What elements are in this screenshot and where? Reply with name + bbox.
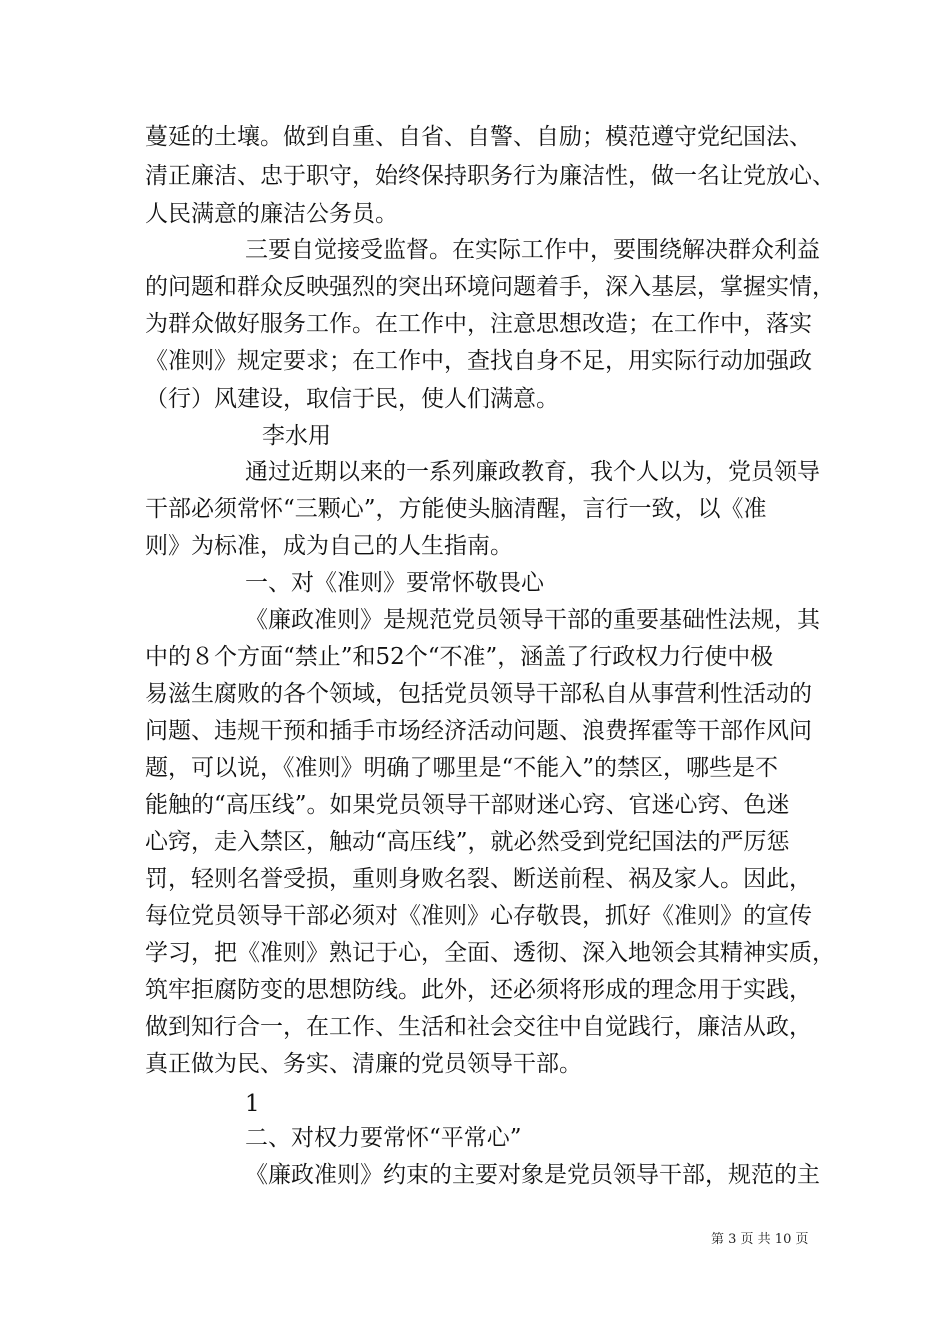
text-line: 《廉政准则》是规范党员领导干部的重要基础性法规，其: [245, 607, 820, 633]
text-line: 心窍，走入禁区，触动“高压线”，就必然受到党纪国法的严厉惩: [145, 829, 790, 855]
text-line: 罚，轻则名誉受损，重则身败名裂、断送前程、祸及家人。因此，: [145, 866, 812, 892]
text-line: 筑牢拒腐防变的思想防线。此外，还必须将形成的理念用于实践，: [145, 977, 812, 1003]
text-line: 真正做为民、务实、清廉的党员领导干部。: [145, 1051, 582, 1077]
text-line: 三要自觉接受监督。在实际工作中，要围绕解决群众利益: [245, 237, 820, 263]
text-line: 易滋生腐败的各个领域，包括党员领导干部私自从事营利性活动的: [145, 681, 812, 707]
text-line: 通过近期以来的一系列廉政教育，我个人以为，党员领导: [245, 459, 820, 485]
text-line: 做到知行合一，在工作、生活和社会交往中自觉践行，廉洁从政，: [145, 1014, 812, 1040]
text-line: 《准则》规定要求；在工作中，查找自身不足，用实际行动加强政: [145, 348, 812, 374]
text-line: 蔓延的土壤。做到自重、自省、自警、自励；模范遵守党纪国法、: [145, 124, 812, 150]
section-heading: 一、对《准则》要常怀敬畏心: [245, 570, 544, 596]
text-line: 干部必须常怀“三颗心”，方能使头脑清醒，言行一致，以《准: [145, 496, 767, 522]
text-line: 为群众做好服务工作。在工作中，注意思想改造；在工作中，落实: [145, 311, 812, 337]
text-line: （行）风建设，取信于民，使人们满意。: [145, 386, 559, 412]
page-footer: 第 3 页 共 10 页: [711, 1232, 809, 1247]
text-line: 《廉政准则》约束的主要对象是党员领导干部，规范的主: [245, 1162, 820, 1188]
text-line: 题，可以说，《准则》明确了哪里是“不能入”的禁区，哪些是不: [145, 755, 779, 781]
author-name: 李水用: [262, 423, 331, 449]
text-line: 的问题和群众反映强烈的突出环境问题着手，深入基层，掌握实情，: [145, 274, 835, 300]
text-line: 则》为标准，成为自己的人生指南。: [145, 533, 513, 559]
text-line: 清正廉洁、忠于职守，始终保持职务行为廉洁性，做一名让党放心、: [145, 163, 835, 189]
text-line: 问题、违规干预和插手市场经济活动问题、浪费挥霍等干部作风问: [145, 718, 812, 744]
page-number-inline: 1: [245, 1091, 260, 1117]
text-line: 人民满意的廉洁公务员。: [145, 201, 398, 227]
text-line: 学习，把《准则》熟记于心，全面、透彻、深入地领会其精神实质，: [145, 940, 835, 966]
text-line: 中的８个方面“禁止”和52个“不准”，涵盖了行政权力行使中极: [145, 644, 774, 670]
section-heading: 二、对权力要常怀“平常心”: [245, 1125, 522, 1151]
text-line: 每位党员领导干部必须对《准则》心存敬畏，抓好《准则》的宣传: [145, 903, 812, 929]
text-line: 能触的“高压线”。如果党员领导干部财迷心窍、官迷心窍、色迷: [145, 792, 790, 818]
